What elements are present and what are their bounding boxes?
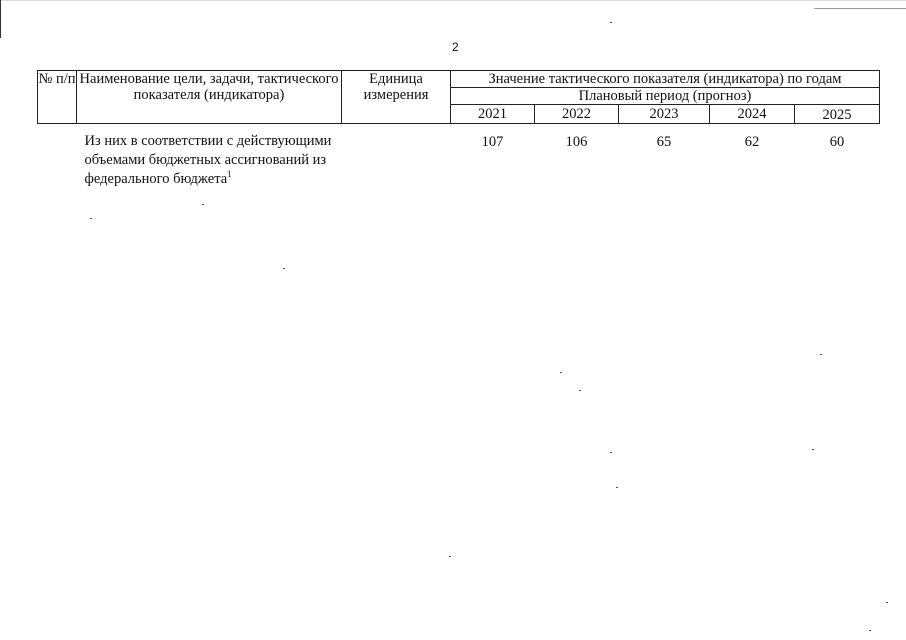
scan-edge-left — [0, 0, 1, 38]
header-name: Наименование цели, задачи, тактического показателя (индикатора) — [77, 71, 342, 124]
scan-speck — [820, 354, 822, 355]
scan-speck — [616, 487, 618, 488]
header-year: 2023 — [619, 105, 710, 124]
row-name-text: Из них в соответствии с действующими объемами бюджетных ассигнований из федерального бюджета — [84, 133, 332, 187]
scan-edge-top — [0, 0, 906, 1]
row-unit — [342, 124, 451, 190]
page-number: 2 — [452, 40, 459, 54]
scan-speck — [202, 204, 204, 205]
row-value: 65 — [656, 134, 672, 150]
header-number: № п/п — [38, 71, 77, 124]
indicator-table — [37, 70, 880, 189]
header-year: 2022 — [535, 105, 619, 124]
scan-speck — [579, 390, 581, 391]
scan-speck — [283, 268, 285, 269]
scan-speck — [90, 218, 92, 219]
header-year: 2024 — [710, 105, 795, 124]
header-planned-period: Плановый период (прогноз) — [451, 88, 880, 105]
scan-speck — [610, 452, 612, 453]
scan-speck — [886, 602, 888, 603]
row-value: 106 — [565, 134, 588, 150]
header-unit: Единица измерения — [342, 71, 451, 124]
scan-speck — [560, 372, 562, 373]
scan-speck — [869, 630, 871, 631]
row-number — [38, 124, 77, 190]
row-value: 62 — [744, 134, 760, 150]
table-row — [38, 124, 880, 190]
row-value: 107 — [481, 134, 504, 150]
header-year: 2025 — [795, 105, 880, 124]
row-name — [77, 124, 342, 190]
row-value: 60 — [829, 134, 845, 150]
header-values-by-year: Значение тактического показателя (индикатора) по годам — [451, 71, 880, 88]
scan-speck — [449, 556, 451, 557]
footnote-mark: 1 — [227, 169, 232, 180]
scan-speck — [812, 449, 814, 450]
header-year: 2021 — [451, 105, 535, 124]
scan-mark — [814, 8, 906, 9]
scan-speck — [610, 22, 612, 23]
